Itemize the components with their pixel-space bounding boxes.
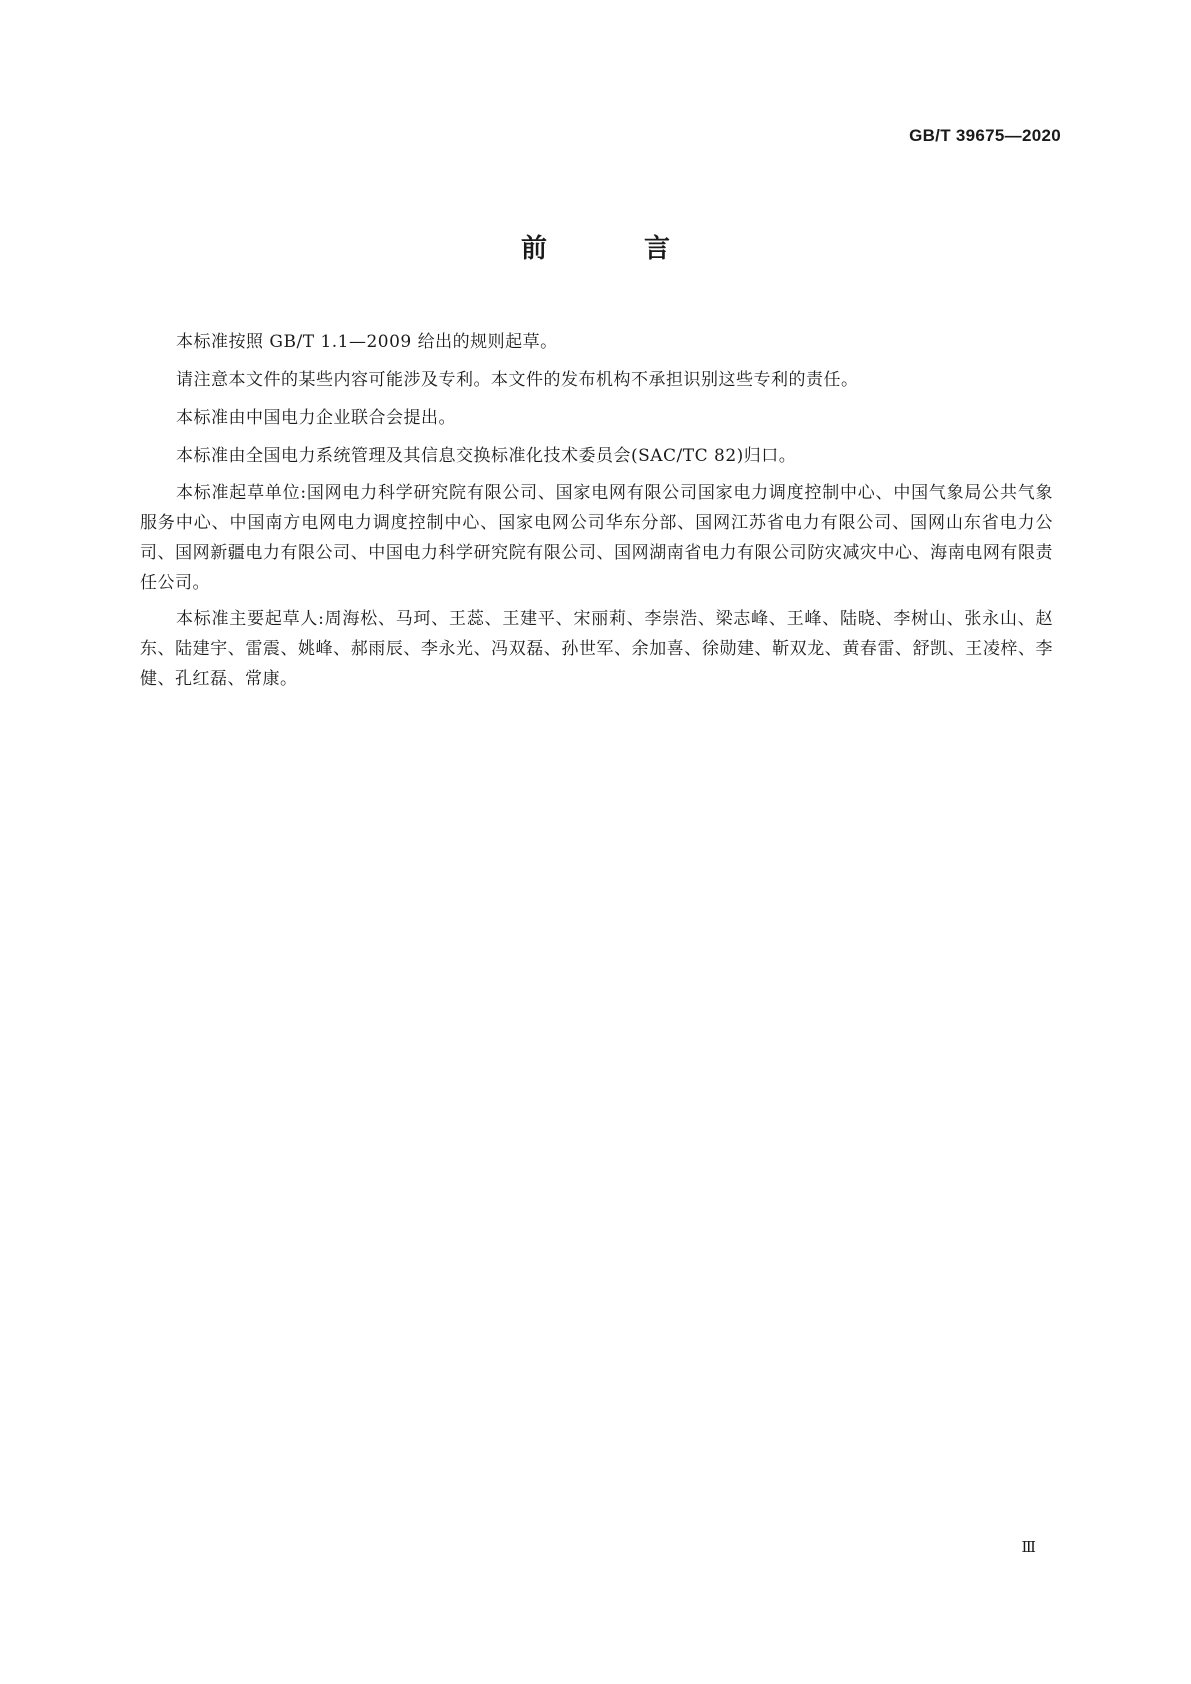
page-number: Ⅲ [1021,1538,1036,1556]
paragraph-proposer: 本标准由中国电力企业联合会提出。 [176,408,456,428]
paragraph-drafters: 本标准主要起草人:周海松、马珂、王蕊、王建平、宋丽莉、李崇浩、梁志峰、王峰、陆晓、李树山、张永山、赵东、陆建宇、雷震、姚峰、郝雨辰、李永光、冯双磊、孙世军、余加喜、徐勋建、靳双龙、黄春雷、舒凯、王凌梓、李健、孔红磊、常康。 [140,609,1053,689]
paragraph-committee: 本标准由全国电力系统管理及其信息交换标准化技术委员会(SAC/TC 82)归口。 [176,446,797,466]
paragraph-drafting-units: 本标准起草单位:国网电力科学研究院有限公司、国家电网有限公司国家电力调度控制中心、中国气象局公共气象服务中心、中国南方电网电力调度控制中心、国家电网公司华东分部、国网江苏省电力有限公司、国网山东省电力公司、国网新疆电力有限公司、中国电力科学研究院有限公司、国网湖南省电力有限公司防灾减灾中心、海南电网有限责任公司。 [140,483,1053,593]
standard-code: GB/T 39675—2020 [909,126,1061,145]
paragraph-drafting-rules: 本标准按照 GB/T 1.1—2009 给出的规则起草。 [176,332,558,352]
preface-body [140,326,1053,700]
page-title: 前 言 [520,234,715,264]
paragraph-patent-notice: 请注意本文件的某些内容可能涉及专利。本文件的发布机构不承担识别这些专利的责任。 [176,370,859,390]
